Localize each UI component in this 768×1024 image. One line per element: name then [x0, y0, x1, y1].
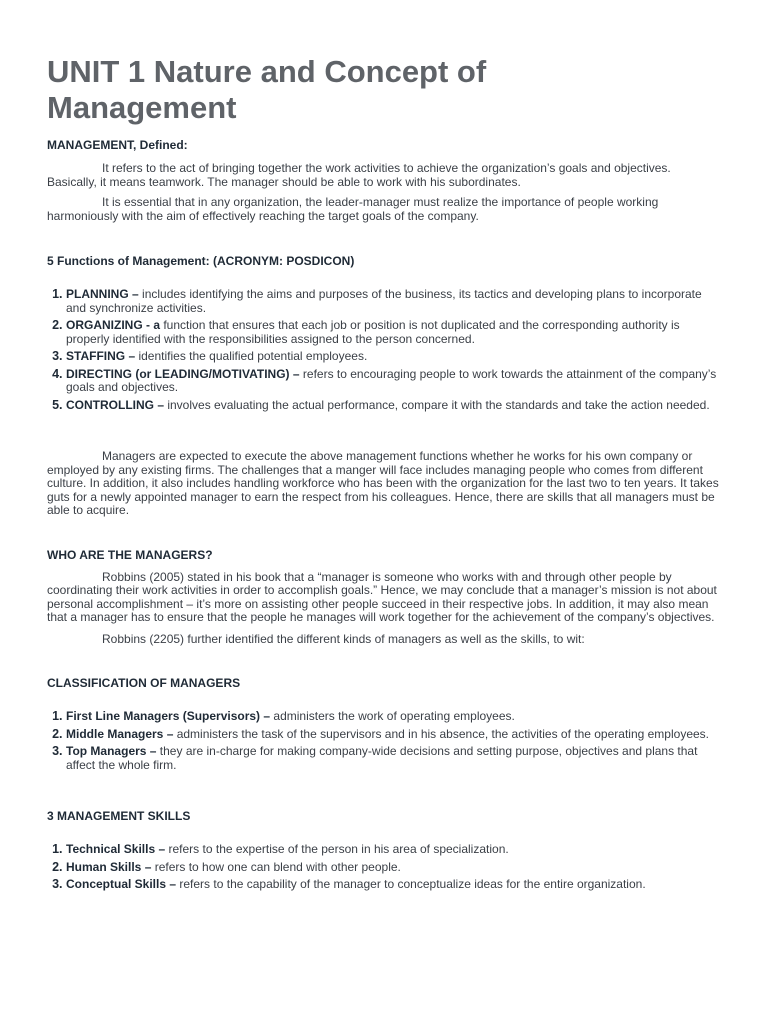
list-item-organizing — [66, 319, 722, 346]
paragraph-robbins-2005: Robbins (2005) stated in his book that a “manager is someone who works with and through other people by coordinating their work activities in order to accomplish goals.” Hence, we may conclude that a manager’s mission is not about personal accomplishment – it’s more on assisting other people succeed in their respective jobs. In addition, it may also mean that a manager has to ensure that the people he manages will work together for the achievement of the company’s objectives. — [47, 569, 717, 624]
classification-list — [47, 710, 722, 772]
section-heading-who-are-managers: WHO ARE THE MANAGERS? — [47, 547, 213, 562]
list-item-text: identifies the qualified potential employees. — [135, 349, 368, 363]
list-item-text: refers to how one can blend with other people. — [151, 859, 401, 874]
section-heading-skills: 3 MANAGEMENT SKILLS — [47, 809, 191, 823]
list-item-human — [66, 861, 722, 875]
list-item-text: they are in-charge for making company-wide decisions and setting purpose, objectives and plans that affect the whole firm. — [66, 744, 698, 772]
list-item-term: Middle Managers – — [66, 726, 174, 741]
list-item-text: involves evaluating the actual performance, compare it with the standards and take the action needed. — [164, 397, 710, 412]
page-title: UNIT 1 Nature and Concept of Management — [47, 54, 487, 125]
list-item-term: CONTROLLING – — [66, 397, 164, 412]
list-item-directing — [66, 368, 722, 395]
section-heading-management-defined: MANAGEMENT, Defined: — [47, 138, 188, 152]
skills-list — [47, 843, 722, 892]
paragraph-definition: It refers to the act of bringing together the work activities to achieve the organization’s goals and objectives. Basically, it means teamwork. The manager should be able to work with his subordinates. — [47, 161, 671, 189]
list-item-term: ORGANIZING - a — [66, 318, 161, 332]
list-item-conceptual — [66, 878, 722, 892]
list-item-staffing — [66, 350, 722, 364]
list-item-technical — [66, 843, 722, 857]
list-item-top — [66, 745, 722, 772]
list-item-planning — [66, 288, 722, 315]
list-item-text: administers the task of the supervisors and in his absence, the activities of the operating employees. — [173, 726, 709, 741]
list-item-term: Technical Skills – — [66, 842, 166, 856]
list-item-term: DIRECTING (or LEADING/MOTIVATING) – — [66, 366, 300, 381]
paragraph-essential: It is essential that in any organization, the leader-manager must realize the importance of people working harmoniously with the aim of effectively reaching the target goals of the company. — [47, 195, 659, 223]
list-item-first-line — [66, 710, 722, 724]
list-item-middle — [66, 728, 722, 742]
document-body — [47, 54, 722, 896]
paragraph-robbins-2205: Robbins (2205) further identified the different kinds of managers as well as the skills, to wit: — [102, 631, 585, 646]
paragraph-managers-expected: Managers are expected to execute the above management functions whether he works for his own company or employed by any existing firms. The challenges that a manger will face includes managing people who comes from different culture. In addition, it also includes handling workforce who has been with the organization for the last two to ten years. It takes guts for a newly appointed manager to earn the respect from his colleagues. Hence, there are skills that all managers must be able to acquire. — [47, 449, 719, 517]
list-item-text: refers to encouraging people to work towards the attainment of the company’s goals and objectives. — [66, 366, 717, 394]
list-item-text: refers to the capability of the manager to conceptualize ideas for the entire organization. — [176, 877, 646, 891]
list-item-term: PLANNING – — [66, 287, 139, 301]
list-item-term: Human Skills – — [66, 859, 152, 874]
section-heading-functions: 5 Functions of Management: (ACRONYM: POSDICON) — [47, 254, 355, 268]
list-item-text: administers the work of operating employees. — [270, 709, 515, 723]
functions-list — [47, 288, 722, 412]
list-item-controlling — [66, 399, 722, 413]
list-item-term: First Line Managers (Supervisors) – — [66, 709, 271, 723]
list-item-term: Conceptual Skills – — [66, 877, 177, 891]
list-item-term: Top Managers – — [66, 744, 157, 758]
section-heading-classification: CLASSIFICATION OF MANAGERS — [47, 676, 241, 690]
list-item-text: refers to the expertise of the person in his area of specialization. — [165, 842, 509, 856]
list-item-term: STAFFING – — [66, 349, 136, 363]
list-item-text: includes identifying the aims and purposes of the business, its tactics and developing plans to incorporate and synchronize activities. — [66, 287, 702, 315]
list-item-text: function that ensures that each job or position is not duplicated and the corresponding authority is properly identified with the responsibilities assigned to the person concerned. — [66, 318, 680, 346]
